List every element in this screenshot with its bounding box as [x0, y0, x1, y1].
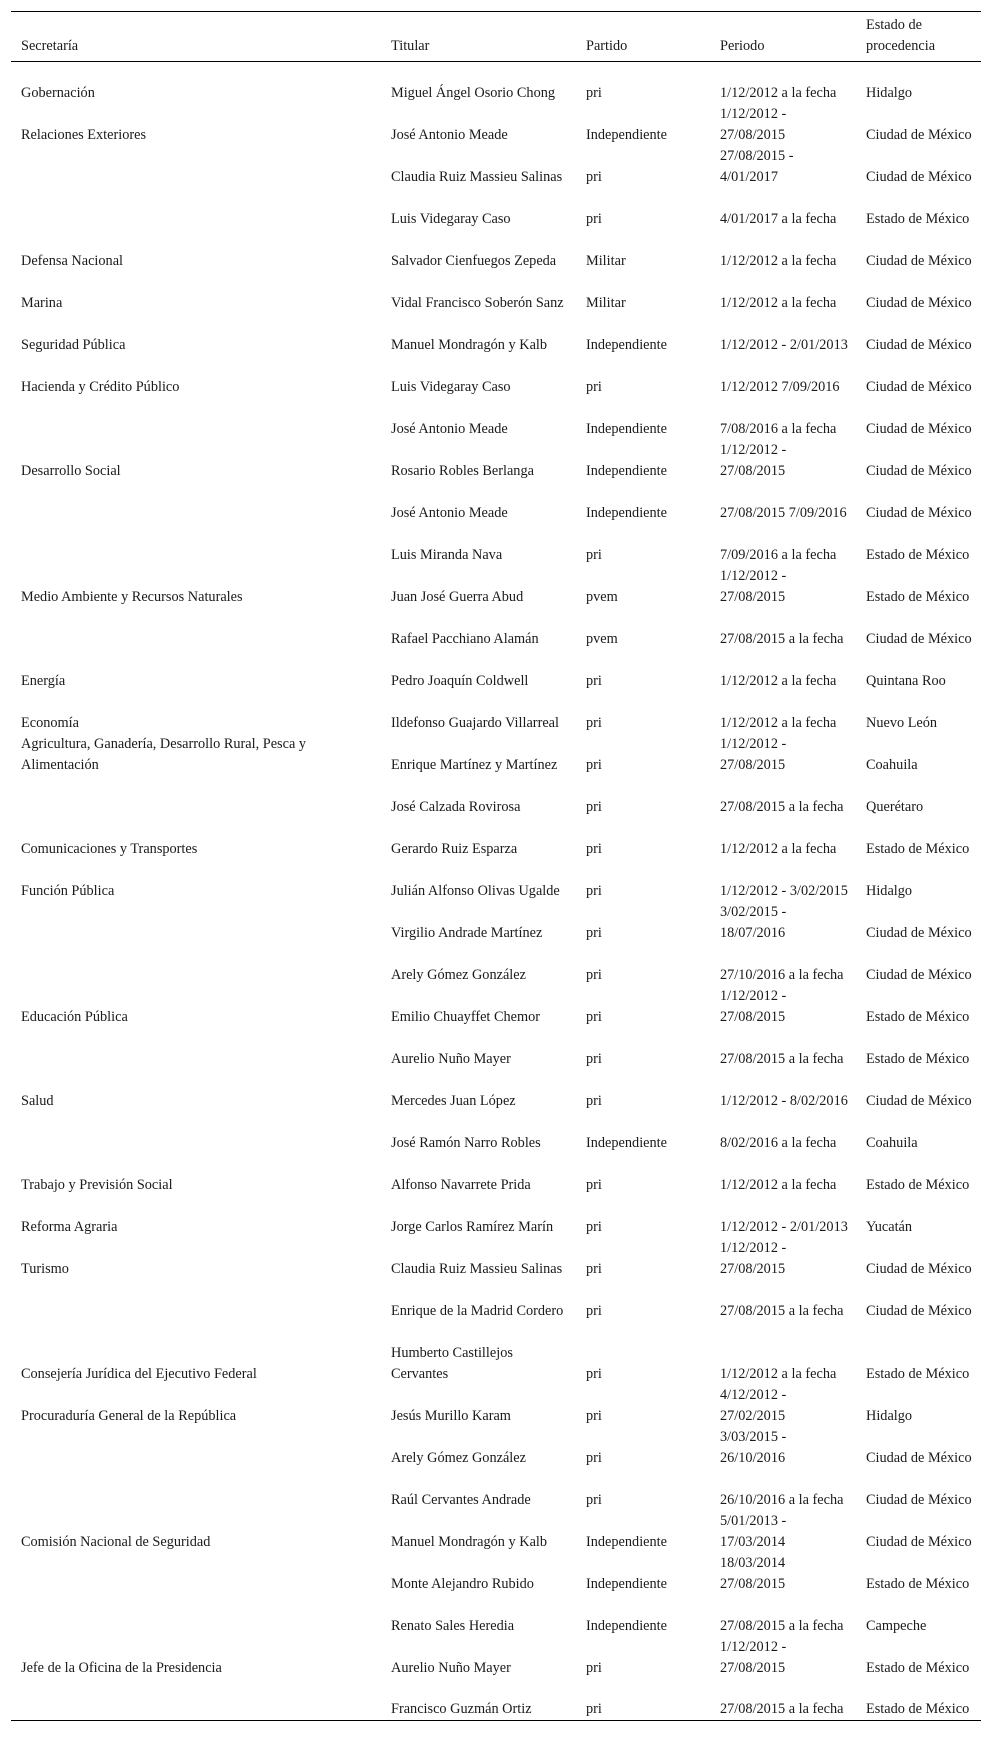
table-row — [11, 1595, 981, 1637]
partido-cell: Independiente — [586, 336, 667, 353]
table-row — [11, 1028, 981, 1070]
estado-cell: Ciudad de México — [866, 966, 972, 983]
secretaria-cell — [11, 1028, 381, 1070]
table-row — [11, 188, 981, 230]
titular-cell: Emilio Chuayffet Chemor — [391, 1008, 541, 1025]
document-page — [11, 11, 981, 1721]
periodo-cell: 1/12/2012 - 3/02/2015 — [720, 882, 848, 899]
titular-cell: Virgilio Andrade Martínez — [391, 924, 543, 941]
table-row — [11, 776, 981, 818]
secretaria-cell: Gobernación — [21, 84, 95, 101]
titular-cell: Jorge Carlos Ramírez Marín — [391, 1218, 554, 1235]
periodo-cell: 4/01/2017 a la fecha — [720, 210, 837, 227]
table-row — [11, 1553, 981, 1595]
partido-cell: Independiente — [586, 462, 667, 479]
partido-cell: pri — [586, 168, 602, 185]
partido-cell: Independiente — [586, 1134, 667, 1151]
periodo-cell: 1/12/2012 a la fecha — [720, 1365, 837, 1382]
estado-cell: Ciudad de México — [866, 462, 972, 479]
secretaria-cell — [11, 1553, 381, 1595]
periodo-cell: 1/12/2012 a la fecha — [720, 252, 837, 269]
periodo-cell: 1/12/2012 a la fecha — [720, 1176, 837, 1193]
titular-cell: Claudia Ruiz Massieu Salinas — [391, 1260, 563, 1277]
estado-cell: Coahuila — [866, 1134, 918, 1151]
estado-cell: Ciudad de México — [866, 1302, 972, 1319]
table-row — [11, 1469, 981, 1511]
periodo-cell: 18/03/2014 27/08/2015 — [720, 1554, 786, 1592]
periodo-cell: 27/08/2015 - 4/01/2017 — [720, 147, 794, 185]
partido-cell: pri — [586, 546, 602, 563]
periodo-cell: 27/08/2015 a la fecha — [720, 1617, 844, 1634]
periodo-cell: 1/12/2012 - 27/08/2015 — [720, 735, 787, 773]
partido-cell: Independiente — [586, 504, 667, 521]
table-row — [11, 608, 981, 650]
table-row — [11, 62, 981, 104]
secretaria-cell — [11, 398, 381, 440]
partido-cell: pri — [586, 1491, 602, 1508]
periodo-cell: 8/02/2016 a la fecha — [720, 1134, 837, 1151]
table-row — [11, 692, 981, 734]
estado-cell: Ciudad de México — [866, 504, 972, 521]
estado-cell: Ciudad de México — [866, 1491, 972, 1508]
titular-cell: Claudia Ruiz Massieu Salinas — [391, 168, 563, 185]
table-row — [11, 1238, 981, 1280]
cabinet-table — [11, 11, 981, 1721]
periodo-cell: 1/12/2012 - 27/08/2015 — [720, 1638, 787, 1676]
estado-cell: Ciudad de México — [866, 252, 972, 269]
titular-cell: Juan José Guerra Abud — [391, 588, 524, 605]
table-row — [11, 1154, 981, 1196]
titular-cell: Aurelio Nuño Mayer — [391, 1050, 511, 1067]
secretaria-cell: Procuraduría General de la República — [21, 1407, 237, 1424]
partido-cell: pri — [586, 1701, 602, 1717]
partido-cell: Independiente — [586, 1575, 667, 1592]
secretaria-cell: Trabajo y Previsión Social — [21, 1176, 173, 1193]
titular-cell: Enrique de la Madrid Cordero — [391, 1302, 564, 1319]
titular-cell: Francisco Guzmán Ortiz — [391, 1701, 532, 1717]
secretaria-cell: Economía — [21, 714, 79, 731]
periodo-cell: 1/12/2012 - 8/02/2016 — [720, 1092, 848, 1109]
partido-cell: Independiente — [586, 420, 667, 437]
estado-cell: Estado de México — [866, 588, 970, 605]
secretaria-cell — [11, 1469, 381, 1511]
titular-cell: Humberto Castillejos Cervantes — [391, 1344, 513, 1382]
partido-cell: pri — [586, 210, 602, 227]
estado-cell: Ciudad de México — [866, 1260, 972, 1277]
secretaria-cell — [11, 1427, 381, 1469]
partido-cell: pvem — [586, 588, 618, 605]
estado-cell: Campeche — [866, 1617, 927, 1634]
secretaria-cell: Relaciones Exteriores — [21, 126, 147, 143]
header-titular: Titular — [391, 38, 430, 54]
estado-cell: Estado de México — [866, 1050, 970, 1067]
periodo-cell: 1/12/2012 - 2/01/2013 — [720, 1218, 848, 1235]
table-header — [11, 12, 981, 62]
partido-cell: pri — [586, 1260, 602, 1277]
titular-cell: Luis Videgaray Caso — [391, 210, 511, 227]
partido-cell: pri — [586, 1092, 602, 1109]
titular-cell: Gerardo Ruiz Esparza — [391, 840, 518, 857]
partido-cell: Militar — [586, 252, 626, 269]
titular-cell: Renato Sales Heredia — [391, 1617, 515, 1634]
estado-cell: Estado de México — [866, 210, 970, 227]
table-row — [11, 734, 981, 776]
table-row — [11, 1070, 981, 1112]
table-row — [11, 818, 981, 860]
partido-cell: pvem — [586, 630, 618, 647]
secretaria-cell: Educación Pública — [21, 1008, 128, 1025]
secretaria-cell: Función Pública — [21, 882, 115, 899]
partido-cell: Independiente — [586, 1533, 667, 1550]
periodo-cell: 1/12/2012 - 27/08/2015 — [720, 567, 787, 605]
titular-cell: Mercedes Juan López — [391, 1092, 516, 1109]
estado-cell: Ciudad de México — [866, 294, 972, 311]
secretaria-cell — [11, 146, 381, 188]
estado-cell: Estado de México — [866, 1176, 970, 1193]
partido-cell: pri — [586, 1218, 602, 1235]
titular-cell: Luis Videgaray Caso — [391, 378, 511, 395]
secretaria-cell: Medio Ambiente y Recursos Naturales — [21, 588, 243, 605]
table-row — [11, 1511, 981, 1553]
table-row — [11, 440, 981, 482]
estado-cell: Estado de México — [866, 1365, 970, 1382]
partido-cell: pri — [586, 882, 602, 899]
estado-cell: Hidalgo — [866, 1407, 913, 1424]
periodo-cell: 1/12/2012 - 27/08/2015 — [720, 105, 787, 143]
periodo-cell: 27/08/2015 a la fecha — [720, 630, 844, 647]
periodo-cell: 3/03/2015 - 26/10/2016 — [720, 1428, 787, 1466]
table-row — [11, 1280, 981, 1322]
table-row — [11, 566, 981, 608]
secretaria-cell — [11, 188, 381, 230]
table-row — [11, 986, 981, 1028]
secretaria-cell: Energía — [21, 672, 66, 689]
secretaria-cell — [11, 1595, 381, 1637]
estado-cell: Estado de México — [866, 1701, 970, 1717]
secretaria-cell — [11, 1679, 381, 1721]
table-row — [11, 482, 981, 524]
partido-cell: pri — [586, 1302, 602, 1319]
partido-cell: Militar — [586, 294, 626, 311]
partido-cell: Independiente — [586, 126, 667, 143]
table-row — [11, 902, 981, 944]
table-row — [11, 272, 981, 314]
titular-cell: Manuel Mondragón y Kalb — [391, 336, 548, 353]
table-row — [11, 1196, 981, 1238]
secretaria-cell: Comunicaciones y Transportes — [21, 840, 198, 857]
periodo-cell: 27/08/2015 a la fecha — [720, 1050, 844, 1067]
estado-cell: Coahuila — [866, 756, 918, 773]
table-row — [11, 314, 981, 356]
secretaria-cell — [11, 608, 381, 650]
table-row — [11, 356, 981, 398]
secretaria-cell: Defensa Nacional — [21, 252, 124, 269]
titular-cell: Rosario Robles Berlanga — [391, 462, 534, 479]
estado-cell: Yucatán — [866, 1218, 913, 1235]
table-row — [11, 650, 981, 692]
header-partido: Partido — [586, 38, 628, 54]
periodo-cell: 27/08/2015 a la fecha — [720, 798, 844, 815]
header-secretaria: Secretaría — [21, 38, 79, 54]
estado-cell: Hidalgo — [866, 882, 913, 899]
table-row — [11, 230, 981, 272]
secretaria-cell: Consejería Jurídica del Ejecutivo Federal — [21, 1365, 257, 1382]
partido-cell: pri — [586, 1176, 602, 1193]
titular-cell: Salvador Cienfuegos Zepeda — [391, 252, 557, 269]
secretaria-cell: Comisión Nacional de Seguridad — [21, 1533, 211, 1550]
titular-cell: Julián Alfonso Olivas Ugalde — [391, 882, 560, 899]
partido-cell: pri — [586, 756, 602, 773]
periodo-cell: 27/08/2015 a la fecha — [720, 1302, 844, 1319]
partido-cell: pri — [586, 378, 602, 395]
secretaria-cell: Marina — [21, 294, 63, 311]
estado-cell: Ciudad de México — [866, 1092, 972, 1109]
titular-cell: Rafael Pacchiano Alamán — [391, 630, 539, 647]
titular-cell: Monte Alejandro Rubido — [391, 1575, 534, 1592]
partido-cell: pri — [586, 840, 602, 857]
estado-cell: Hidalgo — [866, 84, 913, 101]
periodo-cell: 27/08/2015 7/09/2016 — [720, 504, 847, 521]
table-row — [11, 1385, 981, 1427]
periodo-cell: 7/09/2016 a la fecha — [720, 546, 837, 563]
titular-cell: Jesús Murillo Karam — [391, 1407, 511, 1424]
table-row — [11, 524, 981, 566]
partido-cell: pri — [586, 798, 602, 815]
titular-cell: Alfonso Navarrete Prida — [391, 1176, 531, 1193]
table-row — [11, 1112, 981, 1154]
header-estado: Estado de procedencia — [866, 17, 936, 54]
titular-cell: Raúl Cervantes Andrade — [391, 1491, 531, 1508]
periodo-cell: 4/12/2012 - 27/02/2015 — [720, 1386, 787, 1424]
titular-cell: Ildefonso Guajardo Villarreal — [391, 714, 559, 731]
periodo-cell: 1/12/2012 a la fecha — [720, 714, 837, 731]
titular-cell: Arely Gómez González — [391, 1449, 526, 1466]
estado-cell: Ciudad de México — [866, 378, 972, 395]
titular-cell: Enrique Martínez y Martínez — [391, 756, 558, 773]
table-row — [11, 398, 981, 440]
secretaria-cell: Hacienda y Crédito Público — [21, 378, 180, 395]
partido-cell: pri — [586, 966, 602, 983]
titular-cell: Aurelio Nuño Mayer — [391, 1659, 511, 1676]
partido-cell: pri — [586, 924, 602, 941]
estado-cell: Ciudad de México — [866, 1449, 972, 1466]
secretaria-cell: Agricultura, Ganadería, Desarrollo Rural, Pesca y Alimentación — [21, 735, 307, 773]
periodo-cell: 1/12/2012 - 2/01/2013 — [720, 336, 848, 353]
secretaria-cell: Jefe de la Oficina de la Presidencia — [21, 1659, 222, 1676]
periodo-cell: 27/10/2016 a la fecha — [720, 966, 844, 983]
table-row — [11, 1322, 981, 1385]
estado-cell: Ciudad de México — [866, 420, 972, 437]
periodo-cell: 7/08/2016 a la fecha — [720, 420, 837, 437]
table-row — [11, 146, 981, 188]
estado-cell: Ciudad de México — [866, 126, 972, 143]
estado-cell: Ciudad de México — [866, 336, 972, 353]
table-row — [11, 1679, 981, 1721]
estado-cell: Quintana Roo — [866, 672, 946, 689]
periodo-cell: 1/12/2012 a la fecha — [720, 840, 837, 857]
secretaria-cell — [11, 902, 381, 944]
titular-cell: Vidal Francisco Soberón Sanz — [391, 294, 564, 311]
titular-cell: José Ramón Narro Robles — [391, 1134, 541, 1151]
partido-cell: Independiente — [586, 1617, 667, 1634]
secretaria-cell: Desarrollo Social — [21, 462, 121, 479]
periodo-cell: 1/12/2012 - 27/08/2015 — [720, 441, 787, 479]
secretaria-cell — [11, 776, 381, 818]
header-periodo: Periodo — [720, 38, 765, 54]
estado-cell: Ciudad de México — [866, 168, 972, 185]
secretaria-cell — [11, 482, 381, 524]
estado-cell: Querétaro — [866, 798, 924, 815]
periodo-cell: 27/08/2015 a la fecha — [720, 1701, 844, 1717]
partido-cell: pri — [586, 1365, 602, 1382]
table-row — [11, 1427, 981, 1469]
table-row — [11, 1637, 981, 1679]
secretaria-cell: Seguridad Pública — [21, 336, 126, 353]
periodo-cell: 1/12/2012 - 27/08/2015 — [720, 1239, 787, 1277]
header-row — [11, 12, 981, 62]
estado-cell: Estado de México — [866, 1008, 970, 1025]
partido-cell: pri — [586, 1659, 602, 1676]
table-row — [11, 860, 981, 902]
titular-cell: Pedro Joaquín Coldwell — [391, 672, 529, 689]
estado-cell: Ciudad de México — [866, 630, 972, 647]
partido-cell: pri — [586, 1449, 602, 1466]
secretaria-cell — [11, 1112, 381, 1154]
titular-cell: Miguel Ángel Osorio Chong — [391, 84, 556, 101]
partido-cell: pri — [586, 714, 602, 731]
partido-cell: pri — [586, 672, 602, 689]
periodo-cell: 3/02/2015 - 18/07/2016 — [720, 903, 787, 941]
titular-cell: Manuel Mondragón y Kalb — [391, 1533, 548, 1550]
periodo-cell: 1/12/2012 a la fecha — [720, 84, 837, 101]
estado-cell: Ciudad de México — [866, 924, 972, 941]
periodo-cell: 1/12/2012 7/09/2016 — [720, 378, 840, 395]
secretaria-cell: Salud — [21, 1092, 54, 1109]
secretaria-cell: Turismo — [21, 1260, 69, 1277]
partido-cell: pri — [586, 1407, 602, 1424]
estado-cell: Estado de México — [866, 546, 970, 563]
periodo-cell: 1/12/2012 a la fecha — [720, 294, 837, 311]
secretaria-cell: Reforma Agraria — [21, 1218, 118, 1235]
table-row — [11, 104, 981, 146]
secretaria-cell — [11, 524, 381, 566]
titular-cell: José Antonio Meade — [391, 504, 508, 521]
estado-cell: Estado de México — [866, 840, 970, 857]
periodo-cell: 26/10/2016 a la fecha — [720, 1491, 844, 1508]
titular-cell: Arely Gómez González — [391, 966, 526, 983]
table-body — [11, 62, 981, 1721]
titular-cell: José Antonio Meade — [391, 126, 508, 143]
periodo-cell: 5/01/2013 - 17/03/2014 — [720, 1512, 787, 1550]
estado-cell: Estado de México — [866, 1575, 970, 1592]
secretaria-cell — [11, 1280, 381, 1322]
estado-cell: Nuevo León — [866, 714, 938, 731]
partido-cell: pri — [586, 84, 602, 101]
titular-cell: José Antonio Meade — [391, 420, 508, 437]
periodo-cell: 1/12/2012 a la fecha — [720, 672, 837, 689]
titular-cell: José Calzada Rovirosa — [391, 798, 521, 815]
partido-cell: pri — [586, 1050, 602, 1067]
estado-cell: Estado de México — [866, 1659, 970, 1676]
table-row — [11, 944, 981, 986]
secretaria-cell — [11, 944, 381, 986]
partido-cell: pri — [586, 1008, 602, 1025]
estado-cell: Ciudad de México — [866, 1533, 972, 1550]
periodo-cell: 1/12/2012 - 27/08/2015 — [720, 987, 787, 1025]
titular-cell: Luis Miranda Nava — [391, 546, 503, 563]
